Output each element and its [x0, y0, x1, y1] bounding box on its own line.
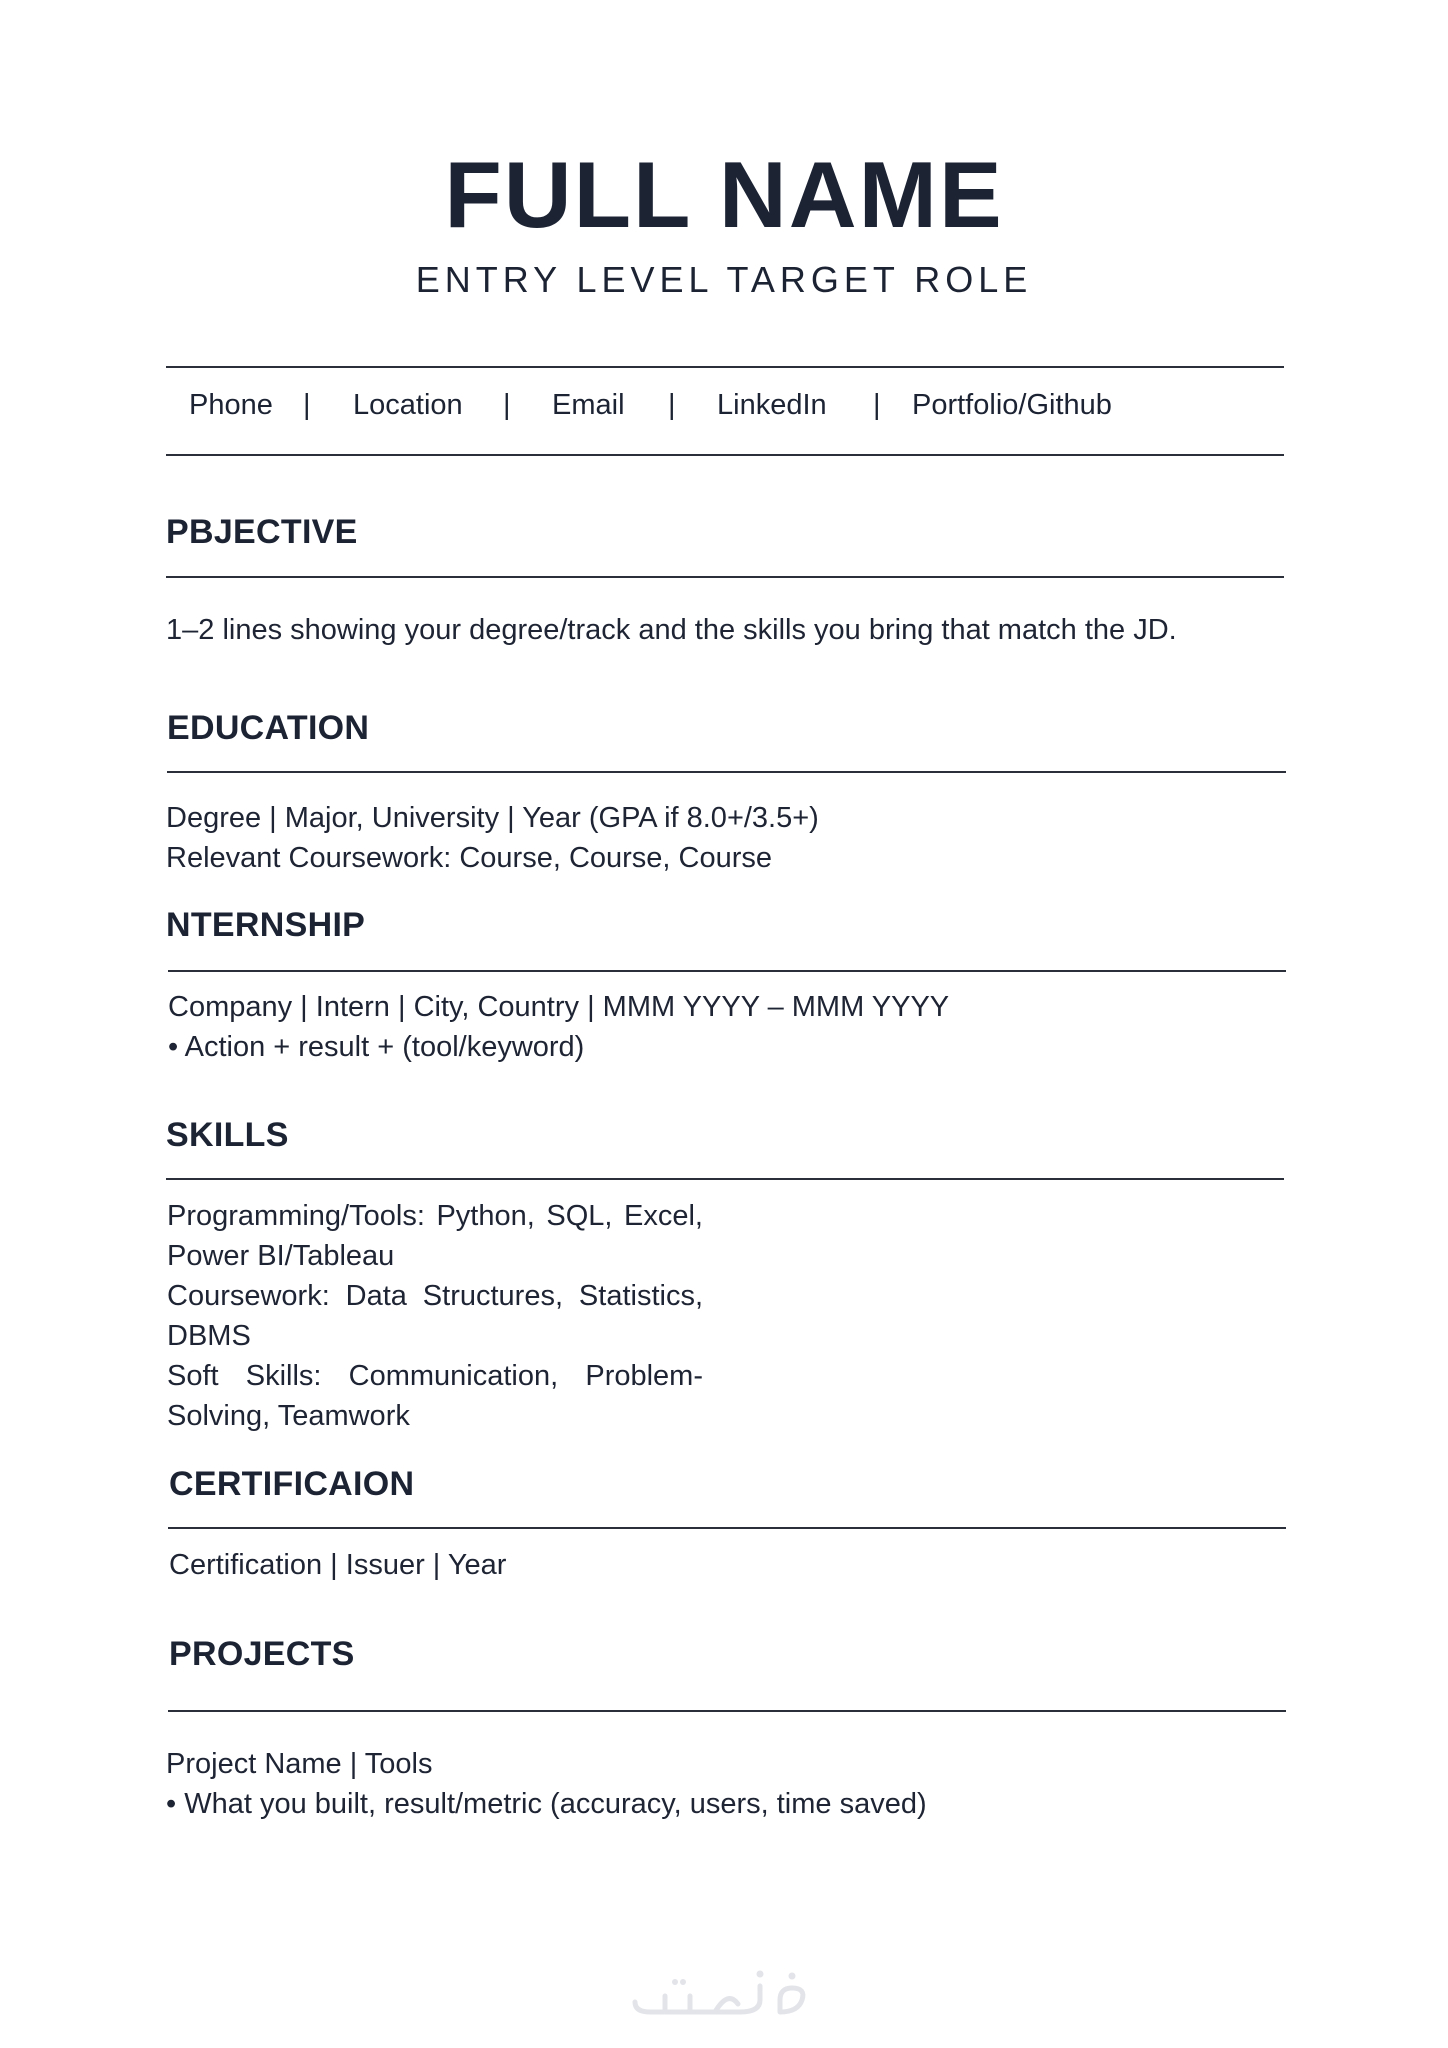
- contact-separator: |: [503, 389, 511, 421]
- skills-rule: [166, 1178, 1284, 1180]
- skills-coursework: Coursework: Data Structures, Statistics, DBMS: [167, 1280, 703, 1352]
- education-rule: [167, 771, 1286, 773]
- skills-heading: SKILLS: [166, 1116, 289, 1154]
- certification-heading: CERTIFICAION: [169, 1465, 415, 1503]
- target-role: ENTRY LEVEL TARGET ROLE: [415, 259, 1033, 300]
- internship-heading: NTERNSHIP: [166, 906, 366, 944]
- objective-text: 1–2 lines showing your degree/track and the skills you bring that match the JD.: [166, 614, 1177, 646]
- objective-rule: [166, 576, 1284, 578]
- internship-bullet: • Action + result + (tool/keyword): [168, 1031, 585, 1063]
- contact-email: Email: [552, 389, 625, 421]
- contact-top-rule: [166, 366, 1284, 368]
- internship-company-line: Company | Intern | City, Country | MMM YYYY – MMM YYYY: [168, 991, 950, 1023]
- contact-location: Location: [353, 389, 463, 421]
- education-heading: EDUCATION: [167, 709, 370, 747]
- projects-heading: PROJECTS: [169, 1635, 355, 1673]
- contact-linkedin: LinkedIn: [717, 389, 827, 421]
- full-name: FULL NAME: [444, 142, 1004, 247]
- contact-portfolio: Portfolio/Github: [912, 389, 1112, 421]
- skills-list: [167, 1196, 703, 1436]
- watermark-logo: [620, 1960, 820, 2020]
- contact-separator: |: [668, 389, 676, 421]
- education-coursework-line: Relevant Coursework: Course, Course, Course: [166, 842, 773, 874]
- skills-programming: Programming/Tools: Python, SQL, Excel, Power BI/Tableau: [167, 1200, 703, 1272]
- certification-rule: [168, 1527, 1286, 1529]
- internship-rule: [168, 970, 1286, 972]
- contact-phone: Phone: [189, 389, 273, 421]
- contact-bottom-rule: [166, 454, 1284, 456]
- skills-soft: Soft Skills: Communication, Problem-Solving, Teamwork: [167, 1360, 703, 1432]
- contact-separator: |: [303, 389, 311, 421]
- projects-name-line: Project Name | Tools: [166, 1748, 433, 1780]
- certification-line: Certification | Issuer | Year: [169, 1549, 507, 1581]
- projects-rule: [168, 1710, 1286, 1712]
- education-degree-line: Degree | Major, University | Year (GPA if 8.0+/3.5+): [166, 802, 819, 834]
- projects-bullet: • What you built, result/metric (accuracy, users, time saved): [166, 1788, 927, 1820]
- objective-heading: PBJECTIVE: [166, 513, 358, 551]
- contact-separator: |: [873, 389, 881, 421]
